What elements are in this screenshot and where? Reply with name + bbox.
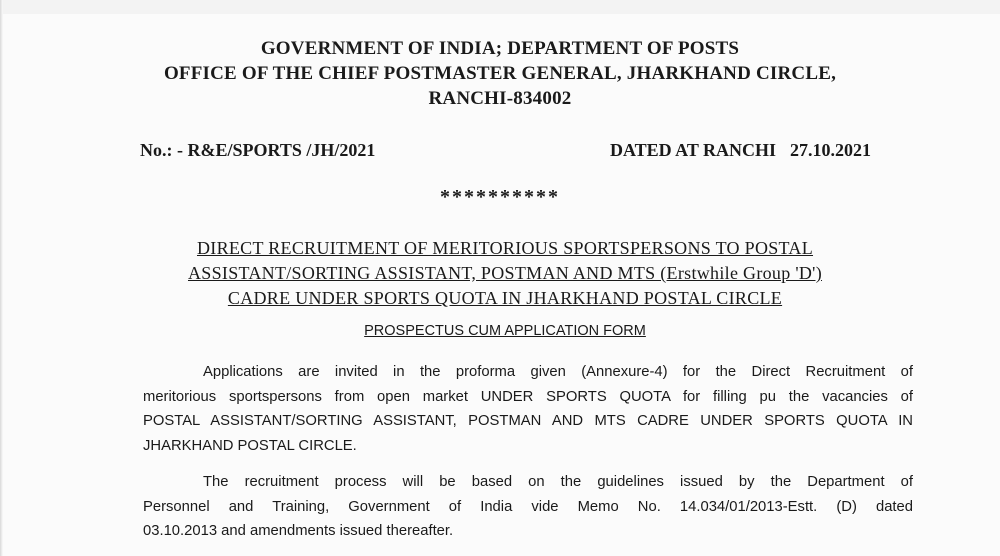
prospectus-title: PROSPECTUS CUM APPLICATION FORM (364, 323, 646, 339)
paragraph1-line-4: JHARKHAND POSTAL CIRCLE. (143, 437, 357, 454)
subject-line-2: ASSISTANT/SORTING ASSISTANT, POSTMAN AND MTS (Erstwhile Group 'D') (187, 263, 823, 283)
paragraph2-line-3: 03.10.2013 and amendments issued thereafter. (143, 523, 454, 539)
header-line-2: OFFICE OF THE CHIEF POSTMASTER GENERAL, JHARKHAND CIRCLE, (163, 63, 837, 84)
header-line-3: RANCHI-834002 (428, 88, 572, 109)
paragraph2-line-2: Personnel and Training, Government of India vide Memo No. 14.034/01/2013-Estt. (D) dated (143, 498, 913, 515)
dated-label: DATED AT RANCHI (610, 140, 777, 160)
subject-line-3: CADRE UNDER SPORTS QUOTA IN JHARKHAND POSTAL CIRCLE (227, 288, 783, 308)
paragraph1-line-1: Applications are invited in the proforma given (Annexure-4) for the Direct Recruitment of (203, 364, 913, 380)
subject-line-1: DIRECT RECRUITMENT OF MERITORIOUS SPORTSPERSONS TO POSTAL (196, 238, 814, 258)
document-header (0, 36, 1000, 111)
dated-block (610, 140, 871, 161)
reference-number: No.: - R&E/SPORTS /JH/2021 (140, 140, 376, 160)
paragraph1-line-3: POSTAL ASSISTANT/SORTING ASSISTANT, POSTMAN AND MTS CADRE UNDER SPORTS QUOTA IN (143, 413, 913, 429)
document-date: 27.10.2021 (790, 140, 872, 160)
viewer-top-strip (0, 0, 1000, 14)
subject-heading (0, 236, 1000, 311)
paragraph2-line-1: The recruitment process will be based on the guidelines issued by the Department of (203, 474, 913, 490)
paragraph1-line-2: meritorious sportspersons from open market UNDER SPORTS QUOTA for filling pu the vacancies of (143, 388, 913, 405)
paragraph-applications (143, 360, 913, 458)
paragraph-recruitment-process (143, 470, 913, 544)
header-line-1: GOVERNMENT OF INDIA; DEPARTMENT OF POSTS (260, 38, 740, 59)
separator-stars: ********** (440, 186, 560, 208)
